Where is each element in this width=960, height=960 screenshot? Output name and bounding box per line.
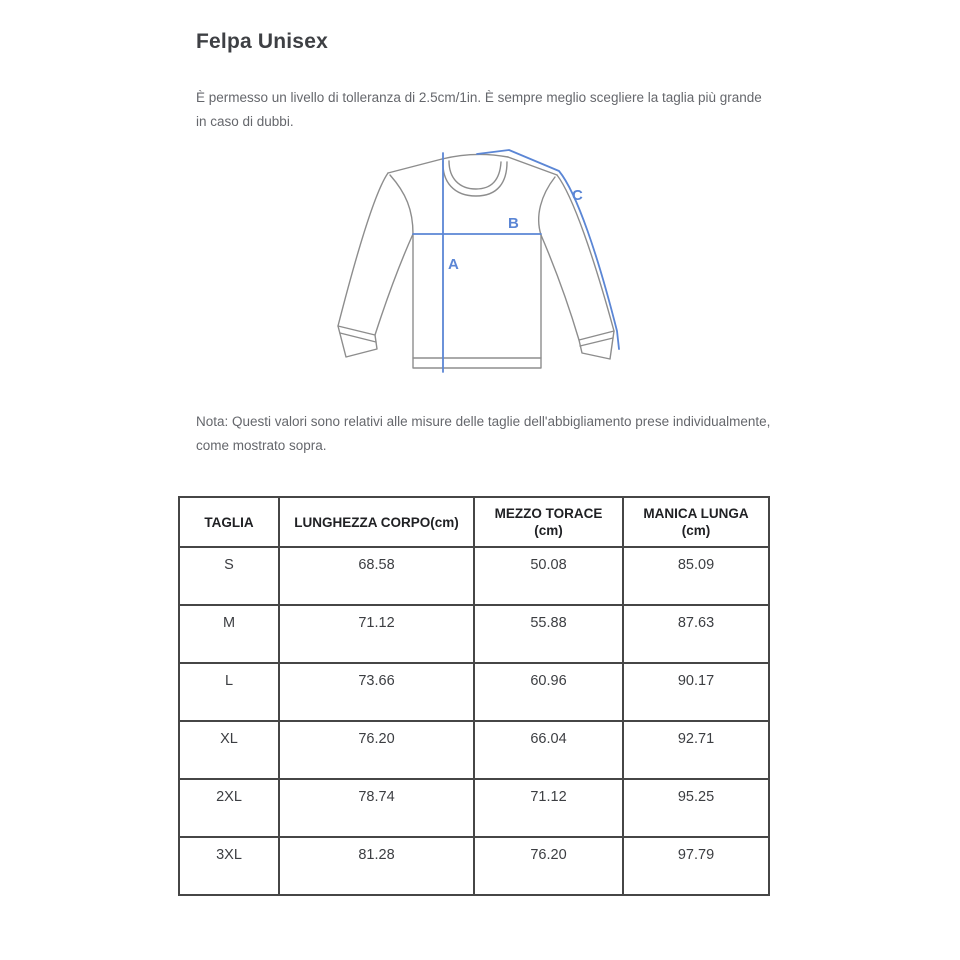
size-diagram	[330, 138, 630, 383]
label-c: C	[572, 187, 583, 204]
size-cell: M	[179, 605, 279, 663]
size-cell: 76.20	[474, 837, 623, 895]
size-cell: 2XL	[179, 779, 279, 837]
size-cell: 92.71	[623, 721, 769, 779]
size-cell: 68.58	[279, 547, 474, 605]
size-table	[178, 496, 770, 896]
size-cell: 3XL	[179, 837, 279, 895]
size-cell: 60.96	[474, 663, 623, 721]
column-header: TAGLIA	[179, 497, 279, 547]
size-cell: 71.12	[279, 605, 474, 663]
label-a: A	[448, 256, 459, 273]
size-cell: 85.09	[623, 547, 769, 605]
measurement-labels	[448, 187, 583, 273]
size-cell: 73.66	[279, 663, 474, 721]
size-cell: 81.28	[279, 837, 474, 895]
table-header-row	[179, 497, 769, 547]
size-cell: 71.12	[474, 779, 623, 837]
size-cell: 50.08	[474, 547, 623, 605]
size-cell: 95.25	[623, 779, 769, 837]
size-row	[179, 547, 769, 605]
size-cell: 90.17	[623, 663, 769, 721]
table-body	[179, 547, 769, 895]
size-cell: 97.79	[623, 837, 769, 895]
size-cell: 87.63	[623, 605, 769, 663]
size-row	[179, 721, 769, 779]
size-row	[179, 663, 769, 721]
size-row	[179, 605, 769, 663]
size-cell: 78.74	[279, 779, 474, 837]
label-b: B	[508, 215, 519, 232]
column-header: LUNGHEZZA CORPO(cm)	[279, 497, 474, 547]
size-cell: S	[179, 547, 279, 605]
sweatshirt-diagram-svg	[330, 138, 630, 383]
size-cell: 66.04	[474, 721, 623, 779]
page-title: Felpa Unisex	[196, 30, 328, 54]
column-header: MANICA LUNGA (cm)	[623, 497, 769, 547]
size-cell: 55.88	[474, 605, 623, 663]
column-header: MEZZO TORACE (cm)	[474, 497, 623, 547]
measure-line-c	[477, 150, 619, 349]
size-cell: XL	[179, 721, 279, 779]
size-cell: L	[179, 663, 279, 721]
size-cell: 76.20	[279, 721, 474, 779]
size-row	[179, 837, 769, 895]
measurement-lines	[413, 150, 619, 372]
tolerance-note: È permesso un livello di tolleranza di 2.5cm/1in. È sempre meglio scegliere la taglia più grande in caso di dubbi.	[196, 89, 762, 129]
size-row	[179, 779, 769, 837]
measurement-note: Nota: Questi valori sono relativi alle misure delle taglie dell'abbigliamento prese individualmente, come mostrato sopra.	[196, 413, 771, 453]
